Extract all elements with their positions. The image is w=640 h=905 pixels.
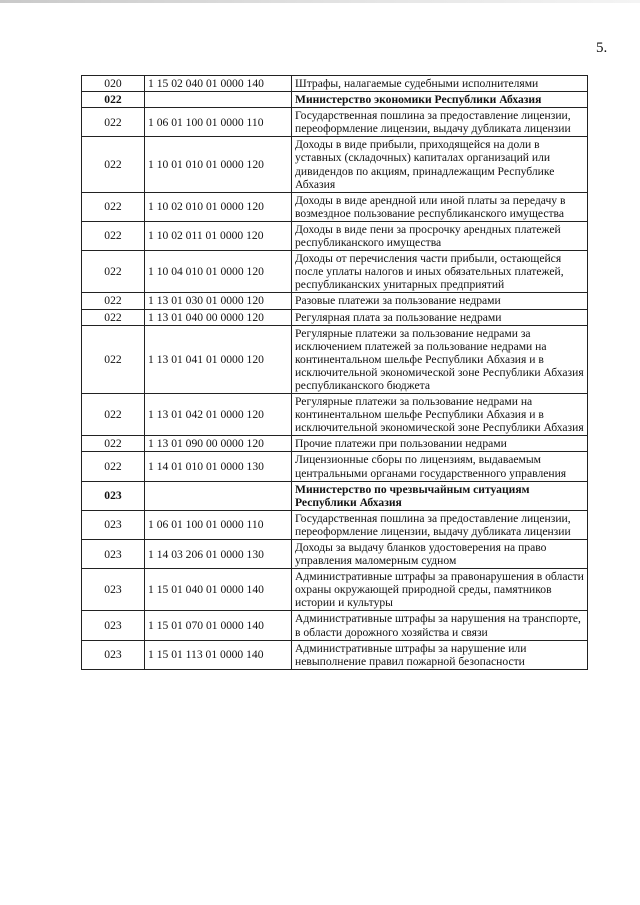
table-row (82, 569, 588, 611)
revenue-code-cell: 1 15 02 040 01 0000 140 (145, 76, 292, 92)
admin-code-cell: 022 (82, 293, 145, 309)
admin-code-cell: 023 (82, 481, 145, 510)
revenue-name-cell: Доходы от перечисления части прибыли, остающейся после уплаты налогов и иных обязательных платежей, республиканских унитарных предприятий (292, 251, 588, 293)
revenue-name-cell: Административные штрафы за правонарушения в области охраны окружающей природной среды, памятников истории и культуры (292, 569, 588, 611)
revenue-name-cell: Регулярные платежи за пользование недрами за исключением платежей за пользование недрами на континентальном шельфе Республики Абхазия и в исключительной экономической зоне Республики Абхазия республиканского бюджета (292, 325, 588, 393)
table-row (82, 325, 588, 393)
admin-code-cell: 022 (82, 108, 145, 137)
revenue-code-cell (145, 481, 292, 510)
table-row (82, 251, 588, 293)
revenue-code-cell (145, 92, 292, 108)
revenue-name-cell: Административные штрафы за нарушение или невыполнение правил пожарной безопасности (292, 640, 588, 669)
admin-code-cell: 023 (82, 540, 145, 569)
revenue-code-cell: 1 13 01 042 01 0000 120 (145, 394, 292, 436)
table-row (82, 108, 588, 137)
revenue-name-cell: Прочие платежи при пользовании недрами (292, 436, 588, 452)
revenue-code-cell: 1 06 01 100 01 0000 110 (145, 510, 292, 539)
revenue-name-cell: Доходы в виде прибыли, приходящейся на доли в уставных (складочных) капиталах организаций или дивидендов по акциям, принадлежащим Республике Абхазия (292, 137, 588, 192)
revenue-classification-table (81, 75, 588, 670)
revenue-name-cell: Министерство экономики Республики Абхазия (292, 92, 588, 108)
revenue-name-cell: Министерство по чрезвычайным ситуациям Республики Абхазия (292, 481, 588, 510)
revenue-code-cell: 1 10 01 010 01 0000 120 (145, 137, 292, 192)
revenue-code-cell: 1 10 02 011 01 0000 120 (145, 221, 292, 250)
admin-code-cell: 022 (82, 92, 145, 108)
admin-code-cell: 022 (82, 309, 145, 325)
admin-code-cell: 023 (82, 569, 145, 611)
revenue-code-cell: 1 13 01 030 01 0000 120 (145, 293, 292, 309)
ministry-header-row (82, 481, 588, 510)
table-row (82, 640, 588, 669)
table-row (82, 309, 588, 325)
revenue-name-cell: Лицензионные сборы по лицензиям, выдаваемым центральными органами государственного управления (292, 452, 588, 481)
admin-code-cell: 022 (82, 325, 145, 393)
table-row (82, 611, 588, 640)
revenue-code-cell: 1 13 01 041 01 0000 120 (145, 325, 292, 393)
page-number: 5. (596, 40, 608, 56)
table-row (82, 221, 588, 250)
revenue-code-cell: 1 15 01 070 01 0000 140 (145, 611, 292, 640)
revenue-code-cell: 1 15 01 040 01 0000 140 (145, 569, 292, 611)
admin-code-cell: 022 (82, 436, 145, 452)
revenue-code-cell: 1 13 01 040 00 0000 120 (145, 309, 292, 325)
revenue-name-cell: Доходы в виде пени за просрочку арендных платежей республиканского имущества (292, 221, 588, 250)
revenue-code-cell: 1 15 01 113 01 0000 140 (145, 640, 292, 669)
revenue-code-cell: 1 14 01 010 01 0000 130 (145, 452, 292, 481)
table-row (82, 76, 588, 92)
admin-code-cell: 023 (82, 510, 145, 539)
revenue-code-cell: 1 13 01 090 00 0000 120 (145, 436, 292, 452)
table-row (82, 192, 588, 221)
admin-code-cell: 022 (82, 394, 145, 436)
admin-code-cell: 023 (82, 611, 145, 640)
table-row (82, 452, 588, 481)
table-row (82, 510, 588, 539)
admin-code-cell: 022 (82, 137, 145, 192)
admin-code-cell: 022 (82, 452, 145, 481)
revenue-code-cell: 1 14 03 206 01 0000 130 (145, 540, 292, 569)
admin-code-cell: 020 (82, 76, 145, 92)
table-body (82, 76, 588, 670)
admin-code-cell: 022 (82, 251, 145, 293)
revenue-name-cell: Государственная пошлина за предоставление лицензии, переоформление лицензии, выдачу дубликата лицензии (292, 108, 588, 137)
revenue-name-cell: Регулярные платежи за пользование недрами на континентальном шельфе Республики Абхазия и в исключительной экономической зоне Республики Абхазия (292, 394, 588, 436)
admin-code-cell: 022 (82, 192, 145, 221)
revenue-name-cell: Разовые платежи за пользование недрами (292, 293, 588, 309)
revenue-name-cell: Регулярная плата за пользование недрами (292, 309, 588, 325)
revenue-name-cell: Административные штрафы за нарушения на транспорте, в области дорожного хозяйства и связи (292, 611, 588, 640)
revenue-code-cell: 1 10 02 010 01 0000 120 (145, 192, 292, 221)
revenue-name-cell: Государственная пошлина за предоставление лицензии, переоформление лицензии, выдачу дубликата лицензии (292, 510, 588, 539)
revenue-name-cell: Штрафы, налагаемые судебными исполнителями (292, 76, 588, 92)
table-row (82, 137, 588, 192)
table-row (82, 436, 588, 452)
revenue-code-cell: 1 06 01 100 01 0000 110 (145, 108, 292, 137)
scan-edge-shadow (0, 0, 640, 3)
table-row (82, 540, 588, 569)
revenue-name-cell: Доходы в виде арендной или иной платы за передачу в возмездное пользование республиканского имущества (292, 192, 588, 221)
admin-code-cell: 022 (82, 221, 145, 250)
table-row (82, 394, 588, 436)
ministry-header-row (82, 92, 588, 108)
table-row (82, 293, 588, 309)
revenue-code-cell: 1 10 04 010 01 0000 120 (145, 251, 292, 293)
admin-code-cell: 023 (82, 640, 145, 669)
revenue-name-cell: Доходы за выдачу бланков удостоверения на право управления маломерным судном (292, 540, 588, 569)
